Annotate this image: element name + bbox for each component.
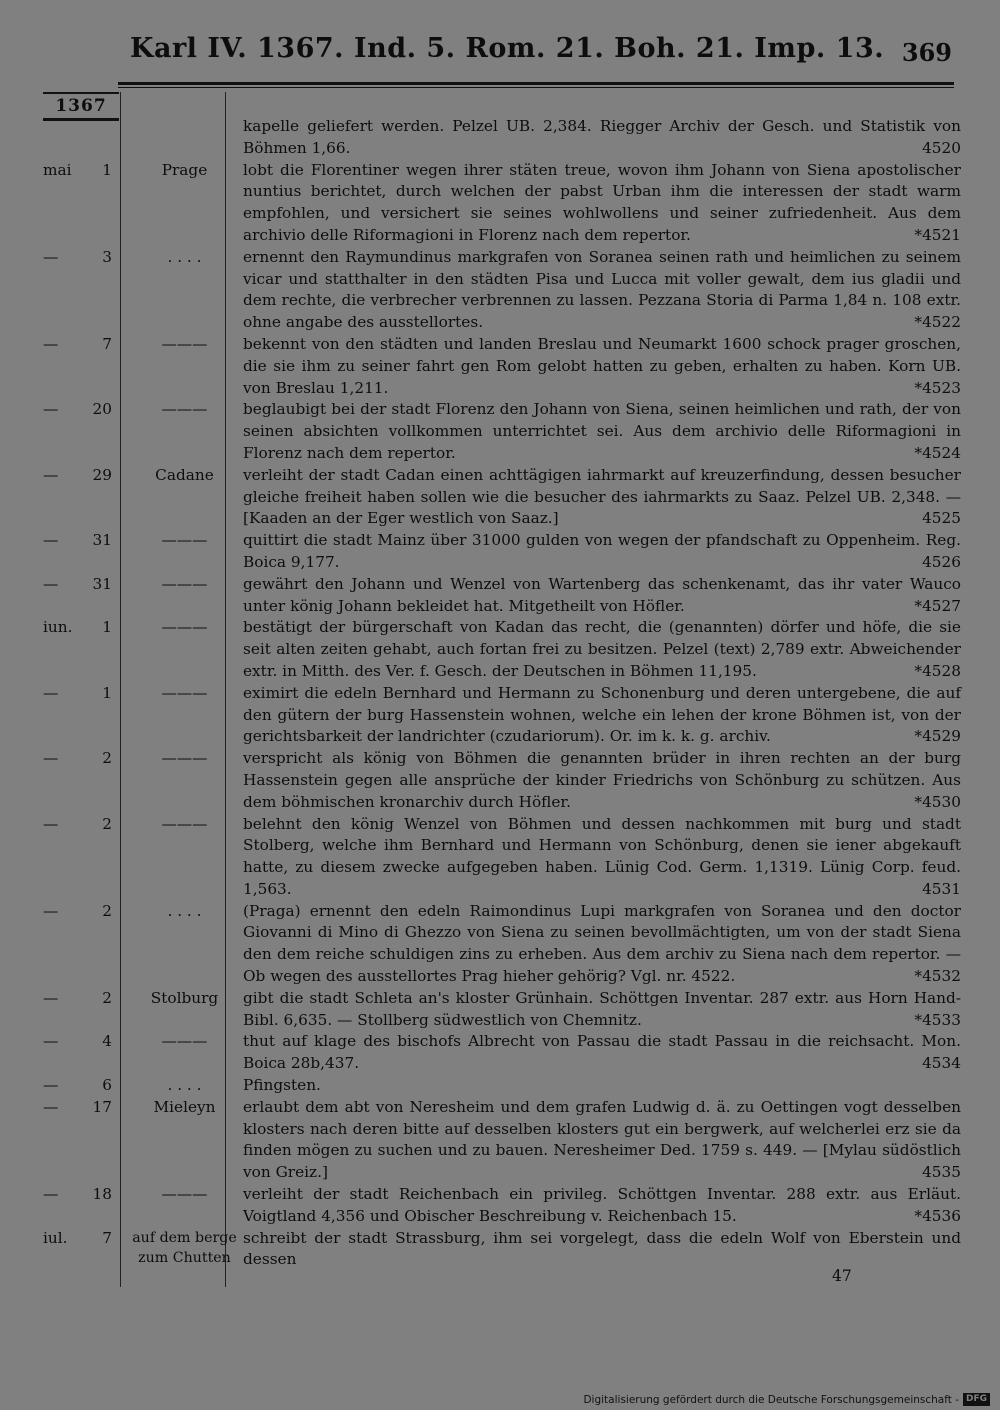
entry-month: — bbox=[43, 749, 59, 768]
entry-number: *4533 bbox=[914, 1010, 961, 1029]
entry-text-cell bbox=[237, 247, 961, 334]
entry-row bbox=[43, 683, 961, 748]
entry-row bbox=[43, 247, 961, 334]
entry-date bbox=[43, 247, 132, 334]
entry-date bbox=[43, 814, 132, 901]
entry-place: Cadane bbox=[155, 465, 214, 484]
entry-place: Prage bbox=[161, 160, 208, 179]
entry-month: — bbox=[43, 1032, 59, 1051]
entry-row bbox=[43, 617, 961, 682]
entry-month: — bbox=[43, 247, 59, 266]
entry-place: ——— bbox=[161, 1185, 208, 1204]
entry-number: *4529 bbox=[914, 727, 961, 746]
entry-row bbox=[43, 530, 961, 574]
entry-day: 2 bbox=[102, 901, 112, 920]
entry-text: quittirt die stadt Mainz über 31000 gulden von wegen der pfandschaft zu Oppenheim. Reg. Boica 9,177. bbox=[243, 531, 961, 571]
entry-text: Pfingsten. bbox=[243, 1076, 321, 1095]
entry-text-cell bbox=[237, 988, 961, 1032]
entry-number: 4531 bbox=[922, 879, 961, 898]
entry-date bbox=[43, 465, 132, 530]
entry-place: ——— bbox=[161, 334, 208, 353]
entry-date bbox=[43, 748, 132, 813]
entry-text-cell bbox=[237, 1097, 961, 1184]
entry-text: bekennt von den städten und landen Breslau und Neumarkt 1600 schock prager groschen, die sie ihm zu seiner fahrt gen Rom gelobt hatten zu geben, erhalten zu haben. Korn UB. von Breslau 1,211. bbox=[243, 334, 961, 397]
entry-text: schreibt der stadt Strassburg, ihm sei vorgelegt, dass die edeln Wolf von Eberstein und dessen bbox=[243, 1228, 961, 1269]
entry-place bbox=[132, 116, 237, 160]
entry-text: eximirt die edeln Bernhard und Hermann zu Schonenburg und deren untergebene, die auf den gütern der burg Hassenstein wohnen, welche ein lehen der krone Böhmen ist, von der gerichtsbarkeit der landrichter (czudariorum). Or. im k. k. g. archiv. bbox=[243, 683, 961, 746]
entry-date bbox=[43, 399, 132, 464]
entry-text: bestätigt der bürgerschaft von Kadan das recht, die (genannten) dörfer und höfe, die sie seit alten zeiten gehabt, auch fortan frei zu besitzen. Pelzel (text) 2,789 extr. Abweichender extr. in Mitth. des Ver. f. Gesch. der Deutschen in Böhmen 11,195. bbox=[243, 618, 961, 680]
entry-date bbox=[43, 988, 132, 1032]
entry-row bbox=[43, 574, 961, 618]
entry-text: thut auf klage des bischofs Albrecht von Passau die stadt Passau in die reichsacht. Mon. Boica 28b,437. bbox=[243, 1032, 961, 1073]
entry-text: beglaubigt bei der stadt Florenz den Johann von Siena, seinen heimlichen und rath, der von seinen absichten vollkommen unterrichtet sei. Aus dem archivio delle Riformagioni in Florenz nach dem repertor. bbox=[243, 400, 961, 462]
entry-date bbox=[43, 617, 132, 682]
entry-date bbox=[43, 1097, 132, 1184]
entry-text-cell bbox=[237, 1031, 961, 1075]
entry-day: 1 bbox=[102, 618, 112, 637]
entry-number: *4524 bbox=[914, 443, 961, 462]
entry-month: iun. bbox=[43, 618, 73, 637]
entry-month: — bbox=[43, 988, 59, 1007]
entry-text-cell bbox=[237, 334, 961, 399]
entry-place: ——— bbox=[161, 814, 208, 833]
entry-date bbox=[43, 1228, 132, 1272]
entry-date bbox=[43, 530, 132, 574]
entry-text-cell bbox=[237, 160, 961, 247]
regesten-table bbox=[43, 116, 961, 1271]
entry-place: ——— bbox=[161, 400, 208, 419]
entry-number: 4535 bbox=[922, 1163, 961, 1182]
entry-row bbox=[43, 465, 961, 530]
footer-credit: Digitalisierung gefördert durch die Deutsche Forschungsgemeinschaft - bbox=[583, 1393, 959, 1406]
entry-text-cell bbox=[237, 901, 961, 988]
entry-date bbox=[43, 1075, 132, 1097]
entry-row bbox=[43, 1075, 961, 1097]
entry-text: gibt die stadt Schleta an's kloster Grünhain. Schöttgen Inventar. 287 extr. aus Horn Hand-Bibl. 6,635. — Stollberg südwestlich von Chemnitz. bbox=[243, 988, 961, 1029]
entry-text-cell bbox=[237, 465, 961, 530]
entry-place: ——— bbox=[161, 618, 208, 637]
entry-day: 2 bbox=[102, 749, 112, 768]
header-rule bbox=[118, 82, 954, 85]
entry-text-cell bbox=[237, 1075, 961, 1097]
entry-day: 3 bbox=[102, 247, 112, 266]
entry-date bbox=[43, 1184, 132, 1228]
entry-month: — bbox=[43, 334, 59, 353]
entry-number: 4525 bbox=[922, 509, 961, 528]
entry-day: 7 bbox=[102, 1228, 112, 1247]
entry-place: ——— bbox=[161, 749, 208, 768]
entry-place: . . . . bbox=[167, 247, 202, 266]
entry-month: — bbox=[43, 683, 59, 702]
entry-place: Stolburg bbox=[150, 988, 219, 1007]
entry-date bbox=[43, 160, 132, 247]
entry-text: verleiht der stadt Cadan einen achttägigen iahrmarkt auf kreuzerfindung, dessen besucher gleiche freiheit haben sollen wie die besucher des iahrmarkts zu Saaz. Pelzel UB. 2,348. — [Kaaden an der Eger westlich von Saaz.] bbox=[243, 465, 961, 528]
entry-number: *4528 bbox=[914, 661, 961, 680]
entry-day: 2 bbox=[102, 814, 112, 833]
entry-month: — bbox=[43, 574, 59, 593]
entry-date bbox=[43, 574, 132, 618]
entry-date bbox=[43, 334, 132, 399]
footer bbox=[583, 1393, 990, 1406]
entry-day: 1 bbox=[102, 160, 112, 179]
entry-text: verleiht der stadt Reichenbach ein privileg. Schöttgen Inventar. 288 extr. aus Erläut. Voigtland 4,356 und Obischer Beschreibung v. Reichenbach 15. bbox=[243, 1185, 961, 1225]
entry-text: belehnt den könig Wenzel von Böhmen und dessen nachkommen mit burg und stadt Stolberg, welche ihm Bernhard und Hermann von Schönburg, denen sie iener abgekauft hatte, zu diesem zwecke aufgegeben haben. Lünig Cod. Germ. 1,1319. Lünig Corp. feud. 1,563. bbox=[243, 814, 961, 898]
entry-day: 4 bbox=[102, 1032, 112, 1051]
entry-number: *4530 bbox=[914, 792, 961, 811]
entry-number: *4523 bbox=[914, 378, 961, 397]
entry-number: *4536 bbox=[914, 1206, 961, 1225]
entry-row bbox=[43, 1097, 961, 1184]
entry-month: — bbox=[43, 901, 59, 920]
entry-month: — bbox=[43, 814, 59, 833]
entry-row bbox=[43, 988, 961, 1032]
entry-number: *4527 bbox=[914, 596, 961, 615]
entry-day: 6 bbox=[102, 1076, 112, 1095]
entry-place: ——— bbox=[161, 683, 208, 702]
entry-number: 4520 bbox=[922, 138, 961, 157]
entry-text: lobt die Florentiner wegen ihrer stäten treue, wovon ihm Johann von Siena apostolischer nuntius berichtet, durch welchen der pabst Urban ihm die interessen der stadt warm empfohlen, und versichert sie seines wohlwollens und seiner zufriedenheit. Aus dem archivio delle Riformagioni in Florenz nach dem repertor. bbox=[243, 160, 961, 244]
entry-text: (Praga) ernennt den edeln Raimondinus Lupi markgrafen von Soranea und den doctor Giovanni di Mino di Ghezzo von Siena zu seinen bevollmächtigten, um von der stadt Siena den dem reiche schuldigen zins zu erheben. Aus dem archiv zu Siena nach dem repertor. — Ob wegen des ausstellortes Prag hieher gehörig? Vgl. nr. 4522. bbox=[243, 901, 961, 986]
entry-text-cell bbox=[237, 617, 961, 682]
entry-row bbox=[43, 160, 961, 247]
entry-day: 7 bbox=[102, 334, 112, 353]
entry-day: 2 bbox=[102, 988, 112, 1007]
entry-row bbox=[43, 901, 961, 988]
entry-place: ——— bbox=[161, 531, 208, 550]
entry-text-cell bbox=[237, 530, 961, 574]
entry-text-cell bbox=[237, 748, 961, 813]
entry-row bbox=[43, 399, 961, 464]
entry-day: 1 bbox=[102, 683, 112, 702]
entry-date bbox=[43, 116, 132, 160]
entry-month: — bbox=[43, 1076, 59, 1095]
dfg-logo: DFG bbox=[963, 1393, 990, 1406]
entry-row bbox=[43, 334, 961, 399]
entry-text: verspricht als könig von Böhmen die genannten brüder in ihren rechten an der burg Hassenstein gegen alle ansprüche der kinder Friedrichs von Schönburg zu schützen. Aus dem böhmischen kronarchiv durch Höfler. bbox=[243, 749, 961, 811]
sheet-signature: 47 bbox=[832, 1267, 852, 1285]
entry-day: 18 bbox=[92, 1185, 112, 1204]
entry-text-cell bbox=[237, 814, 961, 901]
entry-month: iul. bbox=[43, 1228, 68, 1247]
entry-date bbox=[43, 1031, 132, 1075]
entry-text: erlaubt dem abt von Neresheim und dem grafen Ludwig d. ä. zu Oettingen vogt desselben klosters nach deren bitte auf desselben klosters gut ein bergwerk, auf welcherlei erz sie da finden mögen zu suchen und zu bauen. Neresheimer Ded. 1759 s. 449. — [Mylau südöstlich von Greiz.] bbox=[243, 1097, 961, 1182]
entry-day: 29 bbox=[92, 465, 112, 484]
entry-text: gewährt den Johann und Wenzel von Wartenberg das schenkenamt, das ihr vater Wauco unter könig Johann bekleidet hat. Mitgetheilt von Höfler. bbox=[243, 574, 961, 615]
entry-place: . . . . bbox=[167, 901, 202, 920]
entry-text: ernennt den Raymundinus markgrafen von Soranea seinen rath und heimlichen zu seinem vicar und statthalter in den städten Pisa und Lucca mit voller gewalt, dem ius gladii und dem rechte, die verbrecher verbrennen zu lassen. Pezzana Storia di Parma 1,84 n. 108 extr. ohne angabe des ausstellortes. bbox=[243, 247, 961, 332]
entry-month: — bbox=[43, 1097, 59, 1116]
entry-row bbox=[43, 1228, 961, 1272]
entry-day: 20 bbox=[92, 400, 112, 419]
entry-place: auf dem berge zum Chutten bbox=[132, 1229, 237, 1266]
entry-place: Mieleyn bbox=[153, 1097, 216, 1116]
regesten-body bbox=[43, 116, 961, 1271]
entry-text-cell bbox=[237, 1228, 961, 1272]
entry-month: mai bbox=[43, 160, 72, 179]
entry-row bbox=[43, 1184, 961, 1228]
entry-number: *4522 bbox=[914, 313, 961, 332]
entry-number: *4521 bbox=[914, 225, 961, 244]
entry-row bbox=[43, 814, 961, 901]
entry-number: 4534 bbox=[922, 1054, 961, 1073]
year-label: 1367 bbox=[43, 92, 119, 121]
entry-place: ——— bbox=[161, 1032, 208, 1051]
entry-number: *4532 bbox=[914, 967, 961, 986]
entry-month: — bbox=[43, 400, 59, 419]
entry-day: 31 bbox=[92, 531, 112, 550]
entry-row bbox=[43, 1031, 961, 1075]
entry-text-cell bbox=[237, 683, 961, 748]
entry-text-cell bbox=[237, 399, 961, 464]
entry-place: . . . . bbox=[167, 1076, 202, 1095]
entry-text-cell bbox=[237, 116, 961, 160]
entry-day: 31 bbox=[92, 574, 112, 593]
entry-text-cell bbox=[237, 1184, 961, 1228]
page-number: 369 bbox=[901, 38, 952, 67]
entry-date bbox=[43, 683, 132, 748]
entry-date bbox=[43, 901, 132, 988]
entry-place: ——— bbox=[161, 574, 208, 593]
running-head: Karl IV. 1367. Ind. 5. Rom. 21. Boh. 21. Imp. 13. bbox=[130, 33, 885, 64]
entry-text: kapelle geliefert werden. Pelzel UB. 2,384. Riegger Archiv der Gesch. und Statistik von Böhmen 1,66. bbox=[243, 117, 961, 157]
header-rule-thin bbox=[118, 87, 954, 88]
entry-month: — bbox=[43, 1185, 59, 1204]
entry-day: 17 bbox=[92, 1097, 112, 1116]
entry-number: 4526 bbox=[922, 552, 961, 571]
entry-text-cell bbox=[237, 574, 961, 618]
entry-month: — bbox=[43, 465, 59, 484]
entry-month: — bbox=[43, 531, 59, 550]
entry-row bbox=[43, 116, 961, 160]
entry-row bbox=[43, 748, 961, 813]
